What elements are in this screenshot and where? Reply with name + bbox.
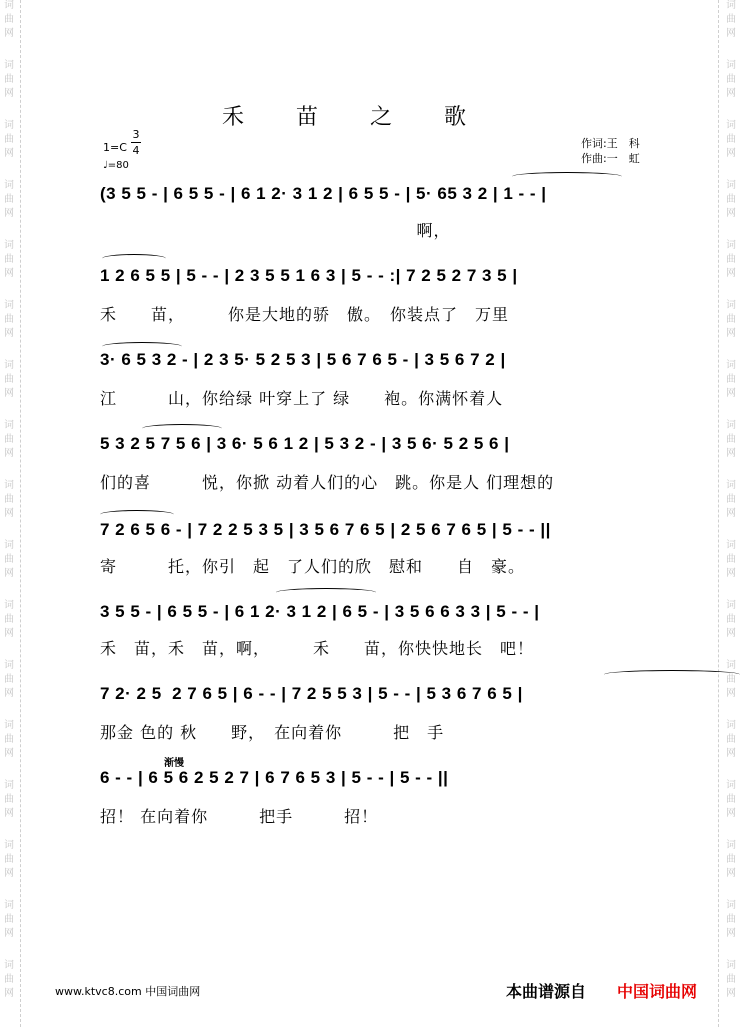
watermark-glyph: 曲 xyxy=(726,434,736,445)
watermark-glyph: 网 xyxy=(726,748,736,759)
watermark-glyph: 曲 xyxy=(4,194,14,205)
slur xyxy=(102,254,166,263)
watermark-glyph: 曲 xyxy=(726,194,736,205)
watermark-glyph: 词 xyxy=(726,120,736,131)
slur xyxy=(512,172,622,181)
watermark-glyph: 网 xyxy=(726,808,736,819)
watermark-glyph: 网 xyxy=(4,628,14,639)
watermark-glyph: 网 xyxy=(4,988,14,999)
watermark-glyph: 曲 xyxy=(4,374,14,385)
watermark-glyph: 网 xyxy=(4,868,14,879)
watermark-glyph: 曲 xyxy=(4,674,14,685)
watermark-glyph: 词 xyxy=(4,780,14,791)
watermark-glyph: 词 xyxy=(4,240,14,251)
watermark-glyph: 网 xyxy=(4,508,14,519)
watermark-glyph: 网 xyxy=(726,448,736,459)
site-url[interactable]: www.ktvc8.com 中国词曲网 xyxy=(55,985,201,998)
watermark-glyph: 词 xyxy=(4,420,14,431)
watermark-glyph: 曲 xyxy=(726,914,736,925)
notation-row: 7 2· 2 5 2 7 6 5 | 6 - - | 7 2 5 5 3 | 5 - - | 5 3 6 7 6 5 | xyxy=(100,684,523,703)
watermark-glyph: 词 xyxy=(726,540,736,551)
watermark-glyph: 曲 xyxy=(4,974,14,985)
watermark-glyph: 词 xyxy=(726,420,736,431)
watermark-glyph: 网 xyxy=(726,688,736,699)
watermark-glyph: 曲 xyxy=(726,254,736,265)
notation-row: 1 2 6 5 5 | 5 - - | 2 3 5 5 1 6 3 | 5 - - :| 7 2 5 2 7 3 5 | xyxy=(100,266,518,285)
lyric-row: 那金 色的 秋 野， 在向着你 把 手 xyxy=(100,723,445,742)
watermark-glyph: 词 xyxy=(4,840,14,851)
watermark-glyph: 网 xyxy=(726,388,736,399)
watermark-glyph: 网 xyxy=(4,568,14,579)
watermark-glyph: 网 xyxy=(726,988,736,999)
watermark-glyph: 词 xyxy=(726,360,736,371)
watermark-glyph: 词 xyxy=(726,60,736,71)
left-border-line xyxy=(20,0,21,1027)
watermark-glyph: 网 xyxy=(726,208,736,219)
watermark-glyph: 曲 xyxy=(726,14,736,25)
watermark-glyph: 曲 xyxy=(726,794,736,805)
watermark-glyph: 曲 xyxy=(4,74,14,85)
watermark-glyph: 曲 xyxy=(4,434,14,445)
watermark-glyph: 曲 xyxy=(4,614,14,625)
watermark-glyph: 曲 xyxy=(726,974,736,985)
watermark-glyph: 词 xyxy=(4,900,14,911)
watermark-glyph: 曲 xyxy=(726,314,736,325)
time-signature xyxy=(131,127,141,158)
watermark-glyph: 曲 xyxy=(726,74,736,85)
watermark-glyph: 词 xyxy=(726,300,736,311)
watermark-glyph: 曲 xyxy=(726,134,736,145)
watermark-glyph: 网 xyxy=(726,88,736,99)
watermark-glyph: 网 xyxy=(4,88,14,99)
watermark-glyph: 词 xyxy=(726,180,736,191)
right-border-line xyxy=(718,0,719,1027)
watermark-glyph: 曲 xyxy=(726,734,736,745)
watermark-glyph: 词 xyxy=(726,600,736,611)
notation-row: 3· 6 5 3 2 - | 2 3 5· 5 2 5 3 | 5 6 7 6 5 - | 3 5 6 7 2 | xyxy=(100,350,506,369)
watermark-glyph: 曲 xyxy=(4,854,14,865)
tempo-mark: ♩=80 xyxy=(103,160,129,171)
meter-bottom: 4 xyxy=(132,144,140,157)
notation-row: 5 3 2 5 7 5 6 | 3 6· 5 6 1 2 | 5 3 2 - | 3 5 6· 5 2 5 6 | xyxy=(100,434,510,453)
watermark-glyph: 词 xyxy=(726,660,736,671)
watermark-glyph: 网 xyxy=(4,808,14,819)
lyric-row: 寄 托，你引 起 了人们的欣 慰和 自 豪。 xyxy=(100,557,526,576)
watermark-glyph: 词 xyxy=(4,720,14,731)
lyric-row: 禾 苗，禾 苗，啊， 禾 苗，你快快地长 吧！ xyxy=(100,639,535,658)
watermark-glyph: 曲 xyxy=(4,494,14,505)
watermark-glyph: 网 xyxy=(726,28,736,39)
song-title: 禾苗之歌 xyxy=(221,105,518,130)
notation-row: 6 - - | 6 5 6 2 5 2 7 | 6 7 6 5 3 | 5 - - | 5 - - || xyxy=(100,768,449,787)
watermark-glyph: 网 xyxy=(4,928,14,939)
watermark-glyph: 网 xyxy=(726,508,736,519)
watermark-glyph: 曲 xyxy=(726,374,736,385)
lyric-row: 招！ 在向着你 把手 招！ xyxy=(100,807,379,826)
watermark-glyph: 曲 xyxy=(726,494,736,505)
watermark-glyph: 曲 xyxy=(726,554,736,565)
watermark-glyph: 网 xyxy=(726,868,736,879)
notation-row: (3 5 5 - | 6 5 5 - | 6 1 2· 3 1 2 | 6 5 5 - | 5· 65 3 2 | 1 - - | xyxy=(100,184,547,203)
lyricist-credit: 作词:王 科 xyxy=(581,137,640,150)
watermark-glyph: 网 xyxy=(4,388,14,399)
ritardando-mark: 渐慢 xyxy=(164,758,184,769)
watermark-glyph: 曲 xyxy=(726,674,736,685)
meter-top: 3 xyxy=(132,128,140,141)
watermark-glyph: 词 xyxy=(4,600,14,611)
watermark-glyph: 词 xyxy=(4,360,14,371)
watermark-glyph: 曲 xyxy=(4,14,14,25)
watermark-glyph: 词 xyxy=(4,300,14,311)
watermark-glyph: 网 xyxy=(726,628,736,639)
watermark-glyph: 网 xyxy=(4,688,14,699)
watermark-glyph: 词 xyxy=(726,840,736,851)
watermark-glyph: 曲 xyxy=(726,614,736,625)
watermark-glyph: 曲 xyxy=(4,734,14,745)
credits xyxy=(581,136,640,166)
watermark-glyph: 词 xyxy=(726,240,736,251)
watermark-glyph: 曲 xyxy=(4,314,14,325)
lyric-row: 禾 苗， 你是大地的骄 傲。 你装点了 万里 xyxy=(100,305,510,324)
watermark-glyph: 词 xyxy=(4,480,14,491)
watermark-glyph: 曲 xyxy=(726,854,736,865)
watermark-glyph: 词 xyxy=(726,0,736,11)
lyric-row: 啊， xyxy=(100,221,451,240)
watermark-glyph: 曲 xyxy=(4,914,14,925)
slur xyxy=(276,588,376,597)
composer-credit: 作曲:一 虹 xyxy=(581,152,640,165)
source-logo-text[interactable]: 中国词曲网 xyxy=(617,982,698,1001)
watermark-glyph: 词 xyxy=(726,960,736,971)
watermark-glyph: 曲 xyxy=(4,794,14,805)
source-label: 本曲谱源自 xyxy=(506,982,587,1001)
watermark-glyph: 网 xyxy=(726,328,736,339)
watermark-glyph: 词 xyxy=(4,960,14,971)
watermark-glyph: 网 xyxy=(4,208,14,219)
notation-row: 3 5 5 - | 6 5 5 - | 6 1 2· 3 1 2 | 6 5 - | 3 5 6 6 3 3 | 5 - - | xyxy=(100,602,540,621)
lyric-row: 们的喜 悦，你掀 动着人们的心 跳。你是人 们理想的 xyxy=(100,473,555,492)
watermark-glyph: 网 xyxy=(726,268,736,279)
watermark-glyph: 词 xyxy=(726,900,736,911)
watermark-glyph: 词 xyxy=(726,720,736,731)
watermark-glyph: 词 xyxy=(4,660,14,671)
watermark-glyph: 网 xyxy=(726,148,736,159)
key-signature: 1=C xyxy=(103,141,127,154)
watermark-glyph: 网 xyxy=(726,568,736,579)
watermark-glyph: 词 xyxy=(4,60,14,71)
watermark-glyph: 网 xyxy=(4,148,14,159)
watermark-glyph: 网 xyxy=(4,448,14,459)
watermark-glyph: 词 xyxy=(4,120,14,131)
watermark-glyph: 网 xyxy=(4,268,14,279)
watermark-glyph: 网 xyxy=(4,28,14,39)
slur xyxy=(142,424,222,433)
slur xyxy=(604,670,740,679)
watermark-glyph: 词 xyxy=(4,540,14,551)
lyric-row: 江 山，你给绿 叶穿上了 绿 袍。你满怀着人 xyxy=(100,389,504,408)
watermark-glyph: 词 xyxy=(4,0,14,11)
watermark-glyph: 网 xyxy=(726,928,736,939)
watermark-glyph: 词 xyxy=(4,180,14,191)
slur xyxy=(100,510,174,519)
watermark-glyph: 曲 xyxy=(4,554,14,565)
watermark-glyph: 曲 xyxy=(4,134,14,145)
watermark-glyph: 词 xyxy=(726,780,736,791)
notation-row: 7 2 6 5 6 - | 7 2 2 5 3 5 | 3 5 6 7 6 5 | 2 5 6 7 6 5 | 5 - - || xyxy=(100,520,551,539)
watermark-glyph: 网 xyxy=(4,328,14,339)
watermark-glyph: 词 xyxy=(726,480,736,491)
watermark-glyph: 曲 xyxy=(4,254,14,265)
watermark-glyph: 网 xyxy=(4,748,14,759)
